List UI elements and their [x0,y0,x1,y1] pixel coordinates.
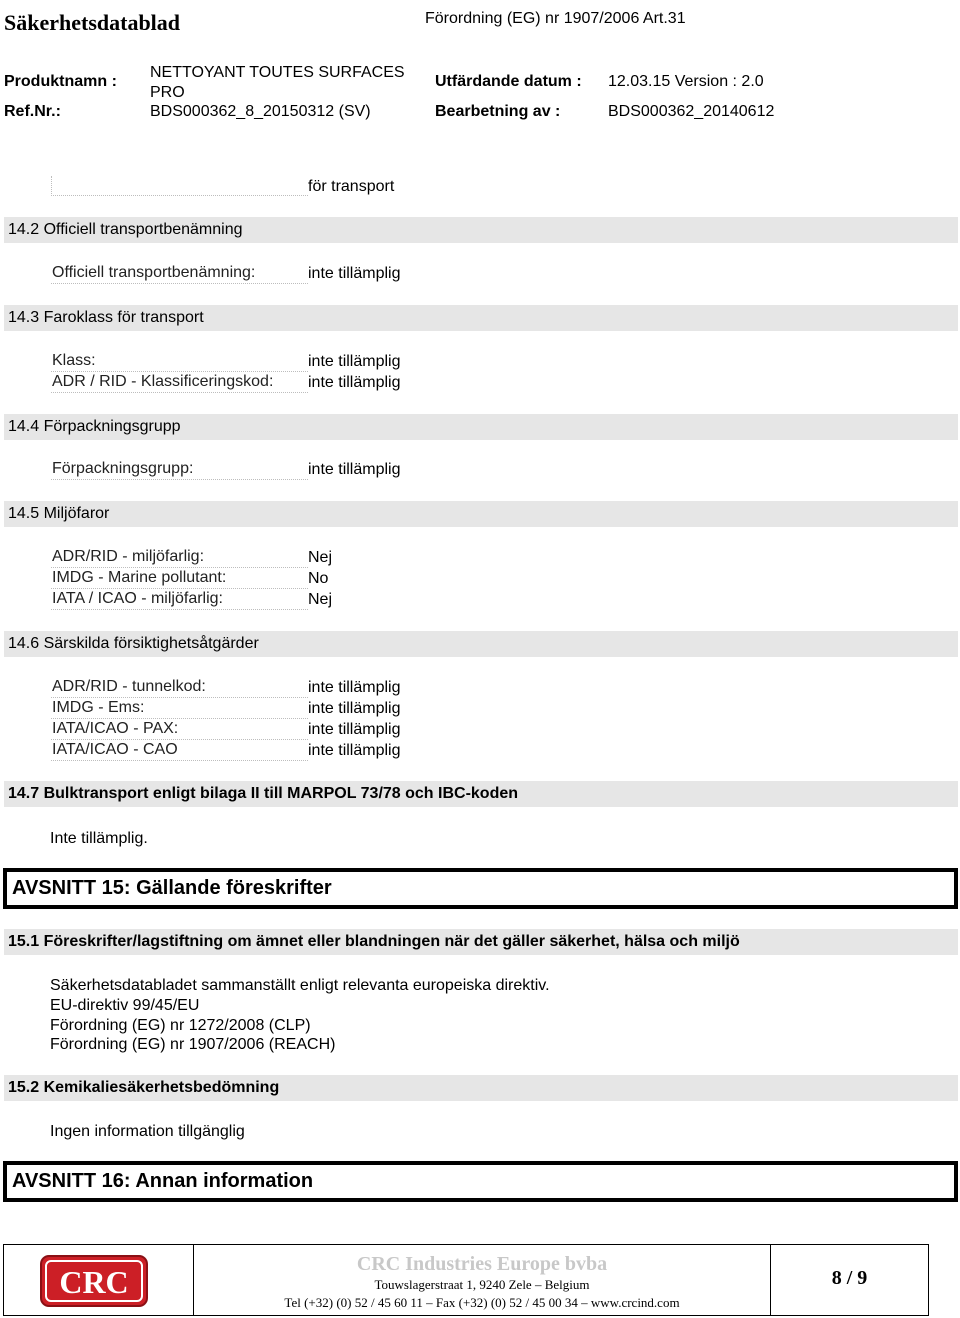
page-footer [3,1244,929,1316]
crc-logo [40,1255,148,1307]
field-value: inte tillämplig [308,679,401,696]
section-14-6-header [4,631,958,657]
field-label: Officiell transportbenämning: [51,264,308,284]
section-14-5-header [4,501,958,527]
field-value: inte tillämplig [308,461,401,478]
edited-by-value: BDS000362_20140612 [608,103,775,120]
section-15-1-title: 15.1 Föreskrifter/lagstiftning om ämnet eller blandningen när det gäller säkerhet, hälsa och miljö [8,933,740,950]
issue-date-label: Utfärdande datum : [435,73,582,90]
section-15-1-header [4,929,958,955]
continued-label-cell [51,176,308,196]
field-label: ADR/RID - miljöfarlig: [51,548,308,568]
field-value: Nej [308,591,333,608]
field-label: ADR/RID - tunnelkod: [51,678,308,698]
field-value: inte tillämplig [308,353,401,370]
section-14-7-header [4,781,958,807]
section-14-7-text: Inte tillämplig. [50,830,148,847]
product-name-value: NETTOYANT TOUTES SURFACES PRO [150,64,405,101]
section-15-header [3,868,958,909]
section-14-2-title: 14.2 Officiell transportbenämning [8,221,243,238]
field-value: inte tillämplig [308,265,401,282]
section-15-title: AVSNITT 15: Gällande föreskrifter [12,877,332,899]
field-value: Nej [308,549,333,566]
issue-date-value: 12.03.15 Version : 2.0 [608,73,764,90]
field-value: inte tillämplig [308,742,401,759]
field-label: Klass: [51,352,308,372]
field-value: inte tillämplig [308,374,401,391]
field-label: IATA/ICAO - CAO [51,741,308,761]
section-14-5-title: 14.5 Miljöfaror [8,505,110,522]
section-14-3-title: 14.3 Faroklass för transport [8,309,204,326]
regulation-line: Förordning (EG) nr 1272/2008 (CLP) [50,1017,311,1034]
field-label: ADR / RID - Klassificeringskod: [51,373,308,393]
field-label: IATA/ICAO - PAX: [51,720,308,740]
logo-cell [4,1245,194,1315]
field-label: IMDG - Marine pollutant: [51,569,308,589]
field-label: IATA / ICAO - miljöfarlig: [51,590,308,610]
section-14-3-header [4,305,958,331]
section-15-2-header [4,1075,958,1101]
company-contact: Tel (+32) (0) 52 / 45 60 11 – Fax (+32) (0) 52 / 45 00 34 – www.crcind.com [284,1295,680,1310]
doc-title: Säkerhetsdatablad [4,10,181,35]
section-16-header [3,1161,958,1202]
field-value: inte tillämplig [308,700,401,717]
regulation-line: Säkerhetsdatabladet sammanställt enligt relevanta europeiska direktiv. [50,977,550,994]
ref-number-value: BDS000362_8_20150312 (SV) [150,103,371,120]
section-16-title: AVSNITT 16: Annan information [12,1170,314,1192]
section-14-6-title: 14.6 Särskilda försiktighetsåtgärder [8,635,259,652]
page-number: 8 / 9 [831,1267,868,1289]
regulation-line: Förordning (EG) nr 1907/2006 (REACH) [50,1036,336,1053]
section-14-4-header [4,414,958,440]
continued-value: för transport [308,178,395,195]
regulation-line: EU-direktiv 99/45/EU [50,997,200,1014]
svg-text:CRC: CRC [59,1264,129,1300]
company-name: CRC Industries Europe bvba [356,1253,608,1275]
section-14-4-title: 14.4 Förpackningsgrupp [8,418,181,435]
company-address: Touwslagerstraat 1, 9240 Zele – Belgium [374,1277,590,1292]
field-value: inte tillämplig [308,721,401,738]
section-15-2-text: Ingen information tillgänglig [50,1123,245,1140]
ref-number-label: Ref.Nr.: [4,103,61,120]
regulation-reference: Förordning (EG) nr 1907/2006 Art.31 [425,10,686,27]
section-14-2-header [4,217,958,243]
field-value: No [308,570,329,587]
company-info-cell [194,1245,771,1315]
field-label: Förpackningsgrupp: [51,460,308,480]
section-14-7-title: 14.7 Bulktransport enligt bilaga II till MARPOL 73/78 och IBC-koden [8,785,519,802]
product-name-label: Produktnamn : [4,73,117,90]
edited-by-label: Bearbetning av : [435,103,561,120]
page-number-cell [771,1245,928,1315]
section-15-2-title: 15.2 Kemikaliesäkerhetsbedömning [8,1079,280,1096]
field-label: IMDG - Ems: [51,699,308,719]
